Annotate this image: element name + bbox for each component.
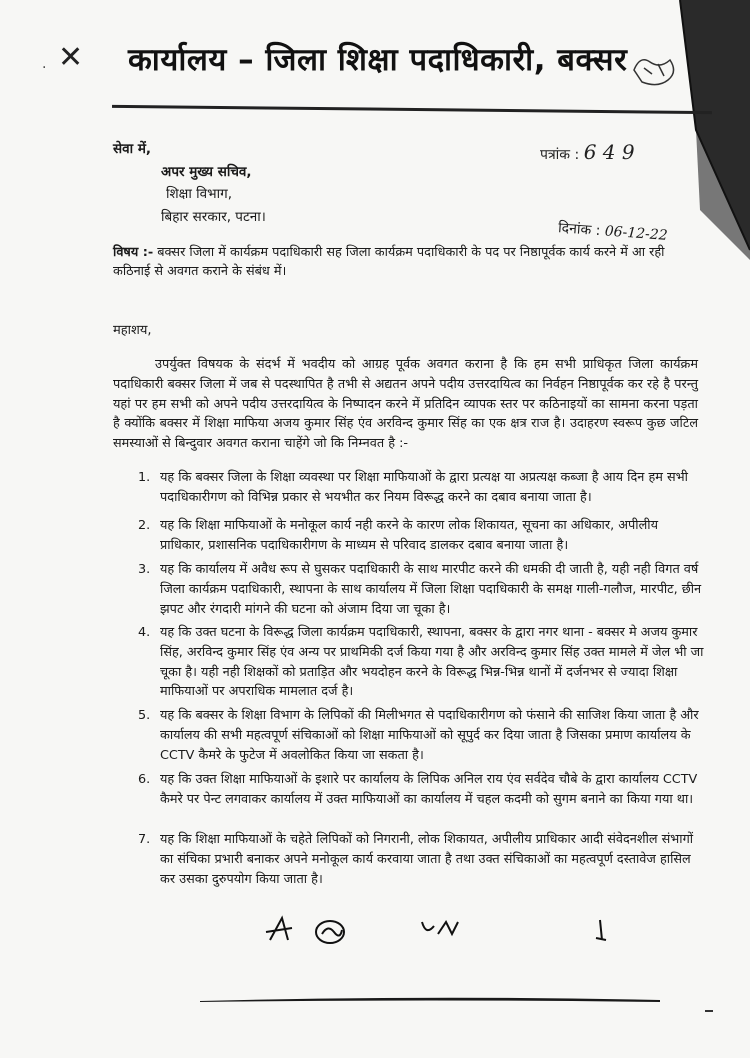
subject-line xyxy=(113,243,698,281)
list-item xyxy=(138,516,705,556)
margin-dash xyxy=(705,1010,713,1012)
point-number: 7. xyxy=(138,832,151,847)
signature-2-icon xyxy=(316,921,344,943)
patrank-handwritten: 6 4 9 xyxy=(583,140,635,164)
date-label: दिनांक : xyxy=(557,220,601,240)
point-text: यह कि उक्त शिक्षा माफियाओं के इशारे पर कार्यालय के लिपिक अनिल राय एंव सर्वदेव चौबे के द्वारा कार्यालय CCTV कैमरे पर पेन्ट लगवाकर कार्यालय में उक्त माफियाओं का कार्यालय में चहल कदमी को सुगम बनाने का किया गया था। xyxy=(160,772,698,807)
point-number: 6. xyxy=(138,772,151,787)
point-text: यह कि शिक्षा माफियाओं के चहेते लिपिकों को निगरानी, लोक शिकायत, अपीलीय प्राधिकार आदी संवेदनशील संभागों का संचिका प्रभारी बनाकर अपने मनोकूल कार्य करवाया जाता है तथा उक्त संचिकाओं का महत्वपूर्ण दस्तावेज हासिल कर उसका दुरुपयोग किया जाता है। xyxy=(160,832,694,887)
point-text: यह कि कार्यालय में अवैध रूप से घुसकर पदाधिकारी के साथ मारपीट करने की धमकी दी जाती है, यही नही विगत वर्ष जिला कार्यक्रम पदाधिकारी, स्थापना के साथ कार्यालय में जिला शिक्षा पदाधिकारी के समक्ष गाली-गलौज, मारपीट, छीन झपट और रंगदारी मांगने की घटना को अंजाम दिया जा चूका है। xyxy=(160,562,702,617)
list-item xyxy=(138,770,705,810)
signature-1-icon xyxy=(266,918,292,940)
date-value: 06-12-22 xyxy=(604,223,669,244)
point-text: यह कि बक्सर जिला के शिक्षा व्यवस्था पर शिक्षा माफियाओं के द्वारा प्रत्यक्ष या अप्रत्यक्ष कब्जा है आय दिन हम सभी पदाधिकारीगण को विभिन्न प्रकार से भयभीत कर नियम विरूद्ध करने का दबाव बनाया जाता है। xyxy=(160,470,688,505)
point-number: 5. xyxy=(138,708,151,723)
list-item xyxy=(138,706,705,765)
point-number: 2. xyxy=(138,518,151,533)
list-item xyxy=(138,468,705,508)
signatures xyxy=(262,910,622,950)
point-text: यह कि शिक्षा माफियाओं के मनोकूल कार्य नही करने के कारण लोक शिकायत, सूचना का अधिकार, अपीलीय प्राधिकार, प्रशासनिक पदाधिकारीगण के माध्यम से परिवाद डालकर दबाव बनाया जाता है। xyxy=(160,518,658,553)
letter-number xyxy=(540,140,635,164)
patrank-label: पत्रांक : xyxy=(540,147,580,163)
office-title: कार्यालय – जिला शिक्षा पदाधिकारी, बक्सर xyxy=(128,42,628,78)
recipient-line-3: बिहार सरकार, पटना। xyxy=(161,208,266,225)
bottom-stroke xyxy=(200,997,660,1002)
recipient-block xyxy=(113,138,266,228)
point-number: 1. xyxy=(138,470,151,485)
subject-text: बक्सर जिला में कार्यक्रम पदाधिकारी सह जिला कार्यक्रम पदाधिकारी के पद पर निष्ठापूर्वक कार्य करने में आ रही कठिनाई से अवगत कराने के संबंध में। xyxy=(113,245,665,279)
stray-mark-icon: · xyxy=(42,60,47,76)
point-number: 3. xyxy=(138,562,151,577)
salutation: महाशय, xyxy=(113,323,152,338)
point-text: यह कि उक्त घटना के विरूद्ध जिला कार्यक्रम पदाधिकारी, स्थापना, बक्सर के द्वारा नगर थाना - बक्सर मे अजय कुमार सिंह, अरविन्द कुमार सिंह एंव अन्य पर प्राथमिकी दर्ज किया गया है और अरविन्द कुमार सिंह उक्त मामले में जेल भी जा चूका है। यही नही शिक्षकों को प्रताड़ित और भयदोहन करने के विरूद्ध भिन्न-भिन्न थानों में दर्जनभर से ज्यादा शिक्षा माफियाओं पर अपराधिक मामलात दर्ज है। xyxy=(160,625,704,700)
point-number: 4. xyxy=(138,625,151,640)
seva-mein: सेवा में, xyxy=(113,141,152,157)
signature-4-icon xyxy=(596,920,606,940)
recipient-line-1: अपर मुख्य सचिव, xyxy=(161,163,252,180)
point-text: यह कि बक्सर के शिक्षा विभाग के लिपिकों की मिलीभगत से पदाधिकारीगण को फंसाने की साजिश किया जाता है और कार्यालय की सभी महत्वपूर्ण संचिकाओं को शिक्षा माफियाओं को सूपुर्द कर दिया जाता है जिसका प्रमाण कार्यालय के CCTV कैमरे के फुटेज में अवलोकित किया जा सकता है। xyxy=(160,708,699,763)
cross-mark-icon: ✕ xyxy=(58,40,84,75)
list-item xyxy=(138,623,705,702)
list-item xyxy=(138,560,705,619)
intro-paragraph: उपर्युक्त विषयक के संदर्भ में भवदीय को आग्रह पूर्वक अवगत कराना है कि हम सभी प्राधिकृत जिला कार्यक्रम पदाधिकारी बक्सर जिला में जब से पदस्थापित है तभी से अद्यतन अपने पदीय उत्तरदायित्व का निर्वहन निष्ठापूर्वक कर रहे है परन्तु यहां पर हम सभी को अपने पदीय उत्तरदायित्व के निष्पादन करने में प्रतिदिन व्यापक स्तर पर कठिनाइयों का सामना करना पड़ता है क्योंकि बक्सर में शिक्षा माफिया अजय कुमार सिंह एंव अरविन्द कुमार सिंह का एक क्षत्र राज है। उदाहरण स्वरूप कुछ जटिल समस्याओं से बिन्दुवार अवगत कराना चाहेंगे जो कि निम्नवत है :- xyxy=(113,357,698,452)
list-item xyxy=(138,830,705,889)
seal-stamp-icon xyxy=(630,50,680,90)
recipient-line-2: शिक्षा विभाग, xyxy=(166,186,233,202)
subject-label: विषय :- xyxy=(113,245,154,260)
signature-3-icon xyxy=(422,922,458,934)
